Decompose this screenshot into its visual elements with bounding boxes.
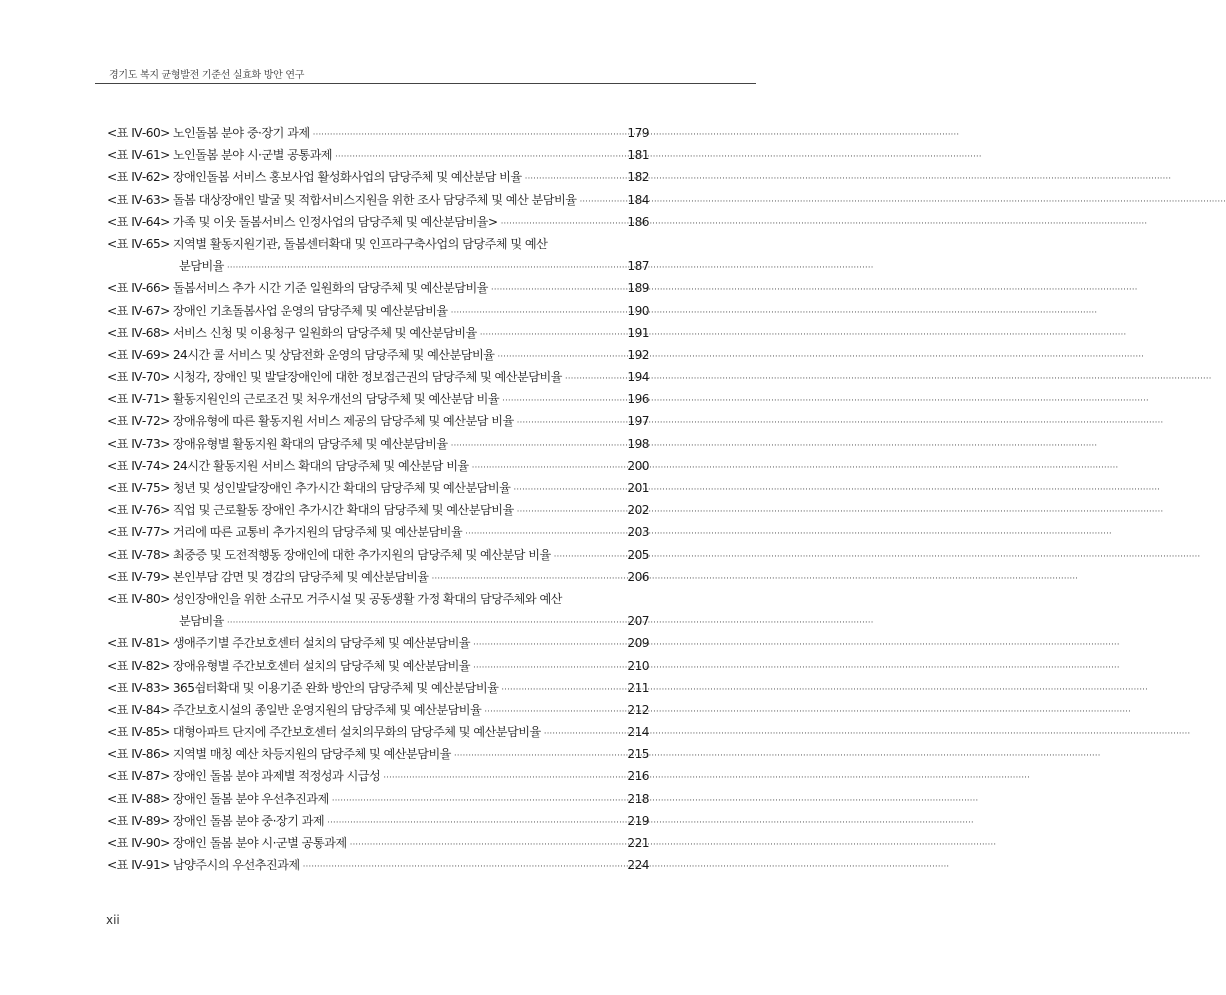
toc-entry-page: 200	[627, 458, 649, 473]
toc-entry-title: 노인돌봄 분야 시·군별 공통과제	[172, 148, 333, 163]
toc-entry[interactable]	[107, 213, 649, 235]
toc-entry-title: 청년 및 성인발달장애인 추가시간 확대의 담당주체 및 예산분담비율	[172, 481, 511, 495]
toc-entry-page: 211	[627, 680, 649, 695]
toc-entry[interactable]	[107, 723, 649, 745]
toc-entry[interactable]	[107, 834, 649, 856]
toc-entry-title: 24시간 활동지원 서비스 확대의 담당주체 및 예산분담 비율	[172, 458, 469, 473]
toc-entry[interactable]	[107, 457, 649, 479]
toc-entry-title: 거리에 따른 교통비 추가지원의 담당주체 및 예산분담비율	[172, 525, 463, 540]
toc-entry-page: 221	[627, 836, 649, 850]
toc-entry-page: 206	[627, 569, 649, 584]
toc-entry-title: 장애인 돌봄 분야 과제별 적정성과 시급성	[172, 769, 381, 784]
toc-entry[interactable]	[107, 124, 649, 146]
toc-entry-page: 181	[627, 148, 649, 163]
toc-entry[interactable]	[107, 657, 649, 679]
toc-entry-page: 179	[627, 126, 649, 140]
toc-entry-label: <표 Ⅳ-81>	[107, 636, 170, 651]
toc-entry-label: <표 Ⅳ-78>	[107, 547, 170, 562]
toc-entry[interactable]	[107, 590, 649, 634]
dot-leader	[472, 463, 625, 473]
toc-entry-label: <표 Ⅳ-89>	[107, 813, 170, 828]
toc-entry-page: 207	[627, 614, 649, 629]
dot-leader	[544, 729, 625, 739]
toc-entry-title: 지역별 매칭 예산 차등지원의 담당주체 및 예산분담비율	[172, 747, 451, 762]
toc-entry-label: <표 Ⅳ-75>	[107, 481, 170, 495]
toc-entry[interactable]	[107, 812, 649, 834]
toc-entry-label: <표 Ⅳ-83>	[107, 680, 170, 695]
dot-leader	[473, 663, 624, 673]
toc-entry-page: 186	[627, 214, 649, 229]
toc-entry-label: <표 Ⅳ-74>	[107, 458, 170, 473]
toc-entry[interactable]	[107, 745, 649, 767]
dot-leader	[350, 840, 625, 850]
toc-entry[interactable]	[107, 324, 649, 346]
toc-entry-title: 시청각, 장애인 및 발달장애인에 대한 정보접근권의 담당주체 및 예산분담비율	[172, 370, 562, 385]
toc-entry-label: <표 Ⅳ-84>	[107, 702, 170, 717]
dot-leader	[497, 352, 624, 362]
toc-entry-label: <표 Ⅳ-62>	[107, 170, 170, 185]
toc-entry-page: 212	[627, 702, 649, 717]
toc-entry-title: 돌봄서비스 추가 시간 기준 일원화의 담당주체 및 예산분담비율	[172, 281, 488, 296]
dot-leader	[473, 640, 624, 650]
toc-entry-title-continuation: 분담비율	[179, 259, 224, 274]
toc-entry-label: <표 Ⅳ-71>	[107, 392, 170, 407]
toc-entry[interactable]	[107, 501, 649, 523]
dot-leader	[491, 285, 624, 295]
toc-entry-label: <표 Ⅳ-87>	[107, 769, 170, 784]
toc-entry[interactable]	[107, 168, 649, 190]
toc-entry-title: 남양주시의 우선추진과제	[172, 858, 300, 873]
dot-leader	[517, 418, 625, 428]
header-divider	[95, 83, 756, 84]
toc-entry[interactable]	[107, 479, 649, 501]
dot-leader	[335, 152, 624, 162]
toc-entry-title: 돌봄 대상장애인 발굴 및 적합서비스지원을 위한 조사 담당주체 및 예산 분담비율	[172, 192, 577, 207]
dot-leader	[451, 308, 625, 318]
toc-entry-title: 지역별 활동지원기관, 돌봄센터확대 및 인프라구축사업의 담당주체 및 예산	[172, 236, 548, 251]
dot-leader	[517, 507, 625, 517]
dot-leader	[383, 773, 624, 783]
toc-entry[interactable]	[107, 679, 649, 701]
table-of-contents	[107, 124, 649, 878]
toc-entry-label: <표 Ⅳ-64>	[107, 214, 170, 229]
toc-entry-title: 서비스 신청 및 이용청구 일원화의 담당주체 및 예산분담비율	[172, 325, 477, 340]
toc-entry[interactable]	[107, 546, 649, 568]
toc-entry-page: 187	[627, 259, 649, 274]
dot-leader	[451, 441, 625, 451]
toc-entry[interactable]	[107, 235, 649, 279]
toc-entry-label: <표 Ⅳ-66>	[107, 281, 170, 296]
toc-entry-title: 장애유형별 주간보호센터 설치의 담당주체 및 예산분담비율	[172, 658, 471, 673]
toc-entry-page: 194	[627, 370, 649, 385]
dot-leader	[332, 796, 625, 806]
toc-entry-title: 성인장애인을 위한 소규모 거주시설 및 공동생활 가정 확대의 담당주체와 예산	[172, 591, 562, 606]
toc-entry-title: 주간보호시설의 종일반 운영지원의 담당주체 및 예산분담비율	[172, 702, 482, 717]
toc-entry-label: <표 Ⅳ-67>	[107, 303, 170, 318]
toc-entry[interactable]	[107, 412, 649, 434]
toc-entry[interactable]	[107, 435, 649, 457]
toc-entry-label: <표 Ⅳ-77>	[107, 525, 170, 540]
toc-entry-title: 장애인 돌봄 분야 우선추진과제	[172, 791, 329, 806]
dot-leader	[303, 862, 625, 872]
toc-entry-page: 209	[627, 636, 649, 651]
dot-leader	[313, 130, 625, 140]
toc-entry-label: <표 Ⅳ-63>	[107, 192, 170, 207]
toc-entry-page: 201	[627, 481, 649, 495]
toc-entry-title-continuation: 분담비율	[179, 614, 224, 629]
toc-entry-label: <표 Ⅳ-60>	[107, 126, 170, 140]
toc-entry-title: 365쉼터확대 및 이용기준 완화 방안의 담당주체 및 예산분담비율	[172, 680, 499, 695]
toc-entry-page: 184	[627, 192, 649, 207]
dot-leader	[502, 396, 624, 406]
toc-entry-page: 205	[627, 547, 649, 562]
toc-entry[interactable]	[107, 790, 649, 812]
toc-entry-page: 182	[627, 170, 649, 185]
toc-entry-label: <표 Ⅳ-65>	[107, 236, 170, 251]
toc-entry-page: 196	[627, 392, 649, 407]
toc-entry-title: 장애유형별 활동지원 확대의 담당주체 및 예산분담비율	[172, 436, 448, 451]
dot-leader	[327, 818, 624, 828]
toc-entry-title: 대형아파트 단지에 주간보호센터 설치의무화의 담당주체 및 예산분담비율	[172, 725, 541, 740]
toc-entry-title: 장애인 기초돌봄사업 운영의 담당주체 및 예산분담비율	[172, 303, 448, 318]
toc-entry-label: <표 Ⅳ-61>	[107, 148, 170, 163]
dot-leader	[227, 263, 624, 273]
toc-entry-label: <표 Ⅳ-82>	[107, 658, 170, 673]
dot-leader	[525, 174, 625, 184]
toc-entry-title: 활동지원인의 근로조건 및 처우개선의 담당주체 및 예산분담 비율	[172, 392, 500, 407]
toc-entry-label: <표 Ⅳ-76>	[107, 503, 170, 518]
toc-entry[interactable]	[107, 634, 649, 656]
toc-entry-page: 219	[627, 813, 649, 828]
toc-entry-title: 노인돌봄 분야 중·장기 과제	[172, 126, 310, 140]
toc-entry-title: 장애인 돌봄 분야 시·군별 공통과제	[172, 836, 347, 850]
dot-leader	[554, 552, 625, 562]
dot-leader	[465, 529, 624, 539]
toc-entry-label: <표 Ⅳ-80>	[107, 591, 170, 606]
toc-entry[interactable]	[107, 191, 649, 213]
toc-entry[interactable]	[107, 279, 649, 301]
toc-entry[interactable]	[107, 368, 649, 390]
toc-entry-label: <표 Ⅳ-86>	[107, 747, 170, 762]
toc-entry[interactable]	[107, 302, 649, 324]
toc-entry-page: 202	[627, 503, 649, 518]
toc-entry-label: <표 Ⅳ-91>	[107, 858, 170, 873]
toc-entry-label: <표 Ⅳ-90>	[107, 836, 170, 850]
toc-entry-page: 191	[627, 325, 649, 340]
dot-leader	[227, 618, 624, 628]
toc-entry-label: <표 Ⅳ-69>	[107, 347, 170, 362]
toc-entry-title: 생애주기별 주간보호센터 설치의 담당주체 및 예산분담비율	[172, 636, 471, 651]
toc-entry-title: 최중증 및 도전적행동 장애인에 대한 추가지원의 담당주체 및 예산분담 비율	[172, 547, 551, 562]
toc-entry-page: 224	[627, 858, 649, 873]
dot-leader	[431, 574, 624, 584]
toc-entry-label: <표 Ⅳ-70>	[107, 370, 170, 385]
toc-entry[interactable]	[107, 767, 649, 789]
toc-entry-page: 190	[627, 303, 649, 318]
toc-entry[interactable]	[107, 856, 649, 878]
dot-leader	[579, 197, 624, 207]
toc-entry-label: <표 Ⅳ-68>	[107, 325, 170, 340]
toc-entry-label: <표 Ⅳ-88>	[107, 791, 170, 806]
toc-entry[interactable]	[107, 146, 649, 168]
toc-entry-page: 189	[627, 281, 649, 296]
toc-entry-page: 203	[627, 525, 649, 540]
toc-entry-label: <표 Ⅳ-73>	[107, 436, 170, 451]
toc-entry-title: 장애인 돌봄 분야 중·장기 과제	[172, 813, 325, 828]
toc-entry-page: 198	[627, 436, 649, 451]
toc-entry-label: <표 Ⅳ-85>	[107, 725, 170, 740]
dot-leader	[501, 685, 624, 695]
toc-entry-label: <표 Ⅳ-79>	[107, 569, 170, 584]
dot-leader	[565, 374, 624, 384]
toc-entry-page: 192	[627, 347, 649, 362]
toc-entry-title: 본인부담 감면 및 경감의 담당주체 및 예산분담비율	[172, 569, 429, 584]
toc-entry-page: 215	[627, 747, 649, 762]
toc-entry[interactable]	[107, 523, 649, 545]
dot-leader	[454, 751, 624, 761]
toc-entry-title: 장애인돌봄 서비스 홍보사업 활성화사업의 담당주체 및 예산분담 비율	[172, 170, 522, 185]
toc-entry-page: 197	[627, 414, 649, 429]
toc-entry-title: 직업 및 근로활동 장애인 추가시간 확대의 담당주체 및 예산분담비율	[172, 503, 514, 518]
dot-leader	[501, 219, 625, 229]
toc-entry-page: 214	[627, 725, 649, 740]
toc-entry-page: 218	[627, 791, 649, 806]
toc-entry[interactable]	[107, 568, 649, 590]
toc-entry-page: 210	[627, 658, 649, 673]
toc-entry-page: 216	[627, 769, 649, 784]
toc-entry-title: 장애유형에 따른 활동지원 서비스 제공의 담당주체 및 예산분담 비율	[172, 414, 514, 429]
dot-leader	[480, 330, 625, 340]
toc-entry-label: <표 Ⅳ-72>	[107, 414, 170, 429]
toc-entry-title: 가족 및 이웃 돌봄서비스 인정사업의 담당주체 및 예산분담비율>	[172, 214, 498, 229]
toc-entry[interactable]	[107, 701, 649, 723]
dot-leader	[513, 485, 624, 495]
dot-leader	[484, 707, 624, 717]
toc-entry-title: 24시간 콜 서비스 및 상담전화 운영의 담당주체 및 예산분담비율	[172, 347, 495, 362]
toc-entry[interactable]	[107, 346, 649, 368]
running-header: 경기도 복지 균형발전 기준선 실효화 방안 연구	[109, 70, 305, 81]
page-number: xii	[106, 913, 120, 927]
toc-entry[interactable]	[107, 390, 649, 412]
